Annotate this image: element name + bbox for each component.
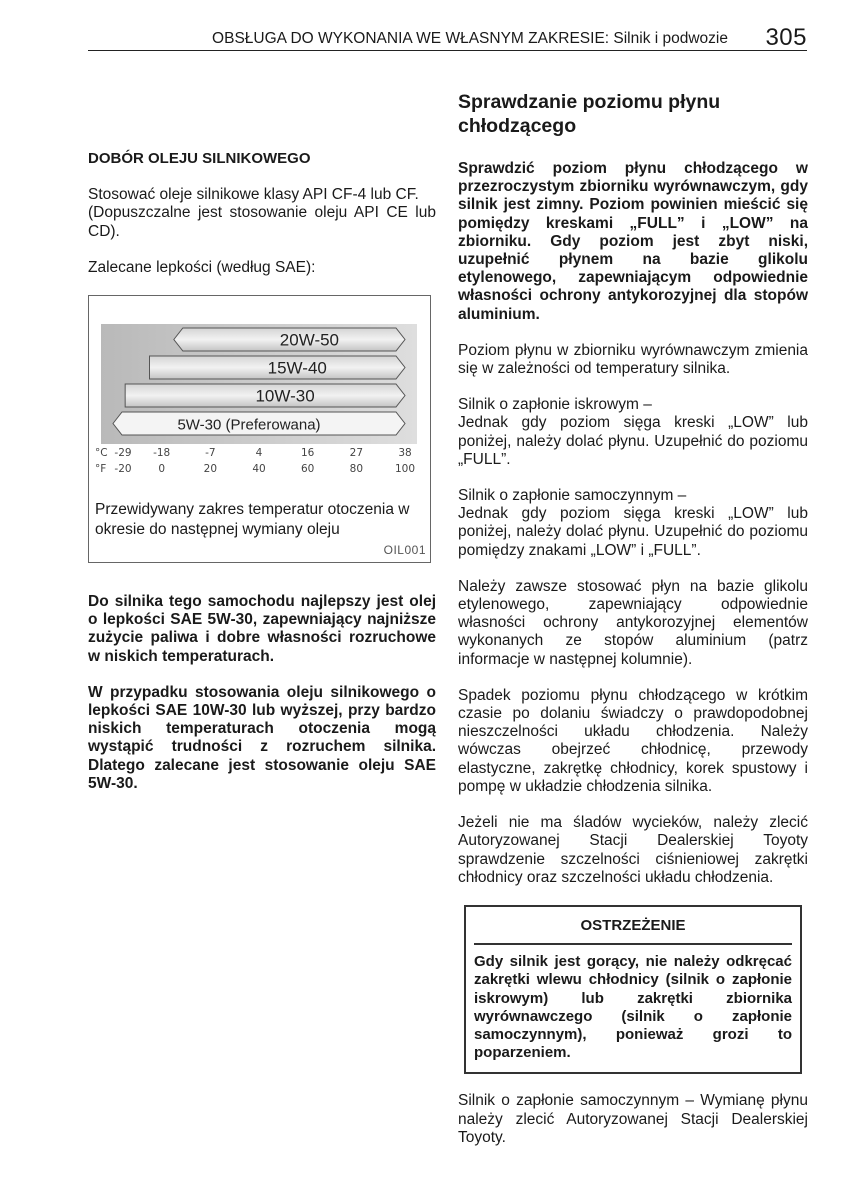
coolant-level-note: Poziom płynu w zbiorniku wyrównawczym zmienia się w zależności od temperatury silnika. bbox=[458, 341, 808, 378]
diesel-note bbox=[458, 487, 808, 560]
coolant-check-instructions: Sprawdzić poziom płynu chłodzącego w przezroczystym zbiorniku wyrównawczym, gdy silnik jest zimny. Poziom powinien mieścić się pomiędzy kreskami „FULL” i „LOW” na zbiorniku. Gdy poziom jest zbyt niski, uzupełnić płynem na bazie glikolu etylenowego, zapewniającym odpowiednie własności ochrony antykorozyjnej dla stopów aluminium. bbox=[458, 160, 808, 323]
oil-recommendation: Do silnika tego samochodu najlepszy jest olej o lepkości SAE 5W-30, zapewniający najniższe zużycie paliwa i dobre własności rozruchowe w niskich temperaturach. bbox=[88, 593, 436, 665]
oil-cold-warning: W przypadku stosowania oleju silnikowego o lepkości SAE 10W-30 lub wyższej, przy bardzo niskich temperaturach otoczenia mogą wystąpić trudności z rozruchem silnika. Dlatego zalecane jest stosowanie oleju SAE 5W-30. bbox=[88, 683, 436, 792]
diesel-label: Silnik o zapłonie samoczynnym – bbox=[458, 487, 687, 505]
section-heading-oil: DOBÓR OLEJU SILNIKOWEGO bbox=[88, 150, 311, 167]
viscosity-bar-label: 20W-50 bbox=[279, 330, 340, 350]
leak-note: Spadek poziomu płynu chłodzącego w krótkim czasie po dolaniu świadczy o prawdopodobnej nieszczelności układu chłodzenia. Należy wówczas obejrzeć chłodnicę, przewody elastyczne, zakrętkę chłodnicy, korek spustowy i pompę w układzie chłodzenia silnika. bbox=[458, 686, 808, 795]
tick-label-c: -7 bbox=[205, 447, 216, 460]
viscosity-chart bbox=[88, 295, 431, 563]
spark-ignition-text: Jednak gdy poziom sięga kreski „LOW” lub poniżej, należy dolać płynu. Uzupełnić do poziomu „FULL”. bbox=[458, 414, 808, 468]
chart-caption: Przewidywany zakres temperatur otoczenia w okresie do następnej wymiany oleju bbox=[95, 501, 410, 539]
tick-label-f: 40 bbox=[252, 463, 266, 476]
tick-label-f: 0 bbox=[158, 463, 166, 476]
diesel-text: Jednak gdy poziom sięga kreski „LOW” lub poniżej, należy dolać płynu. Uzupełnić do poziomu pomiędzy znakami „LOW” i „FULL”. bbox=[458, 505, 808, 559]
spark-ignition-label: Silnik o zapłonie iskrowym – bbox=[458, 396, 652, 414]
tick-label-f: 100 bbox=[394, 463, 416, 476]
section-heading-coolant: Sprawdzanie poziomu płynu chłodzącego bbox=[458, 91, 721, 137]
tick-label-c: 16 bbox=[300, 447, 315, 460]
viscosity-bar-label: 10W-30 bbox=[255, 386, 315, 406]
tick-label-c: -18 bbox=[153, 447, 171, 460]
oil-class-text: Stosować oleje silnikowe klasy API CF-4 lub CF. bbox=[88, 186, 419, 204]
viscosity-bar-label: 5W-30 (Preferowana) bbox=[177, 416, 321, 434]
glycol-note: Należy zawsze stosować płyn na bazie glikolu etylenowego, zapewniający odpowiednie własności ochrony antykorozyjnej elementów wykonanych ze stopów aluminium (patrz informacje w następnej kolumnie). bbox=[458, 577, 808, 668]
axis-unit-f: °F bbox=[95, 463, 107, 476]
tick-label-f: 60 bbox=[300, 463, 315, 476]
viscosity-bar-label: 15W-40 bbox=[267, 358, 327, 378]
oil-alternative-text: (Dopuszczalne jest stosowanie oleju API CE lub CD). bbox=[88, 204, 436, 240]
viscosity-intro: Zalecane lepkości (według SAE): bbox=[88, 258, 316, 276]
page-number: 305 bbox=[765, 24, 807, 51]
tick-label-f: -20 bbox=[114, 463, 132, 476]
figure-code: OIL001 bbox=[383, 542, 426, 557]
warning-title: OSTRZEŻENIE bbox=[474, 907, 792, 945]
tick-label-c: -29 bbox=[114, 447, 132, 460]
running-header: OBSŁUGA DO WYKONANIA WE WŁASNYM ZAKRESIE: Silnik i podwozie bbox=[212, 30, 728, 47]
tick-label-c: 38 bbox=[398, 447, 412, 460]
diesel-replacement-note: Silnik o zapłonie samoczynnym – Wymianę płynu należy zlecić Autoryzowanej Stacji Dealerskiej Toyoty. bbox=[458, 1092, 808, 1146]
tick-label-f: 80 bbox=[349, 463, 364, 476]
warning-box bbox=[464, 905, 802, 1074]
header-rule bbox=[88, 50, 807, 51]
tick-label-c: 27 bbox=[349, 447, 364, 460]
spark-ignition-note bbox=[458, 396, 808, 469]
tick-label-f: 20 bbox=[203, 463, 218, 476]
axis-unit-c: °C bbox=[95, 447, 108, 460]
right-column bbox=[458, 90, 808, 1165]
tick-label-c: 4 bbox=[255, 447, 263, 460]
left-column bbox=[88, 150, 436, 811]
dealer-check-note: Jeżeli nie ma śladów wycieków, należy zlecić Autoryzowanej Stacji Dealerskiej Toyoty sprawdzenie szczelności ciśnieniowej zakrętki chłodnicy oraz szczelności układu chłodzenia. bbox=[458, 814, 808, 886]
warning-body: Gdy silnik jest gorący, nie należy odkręcać zakrętki wlewu chłodnicy (silnik o zapłonie iskrowym) lub zakrętki zbiornika wyrównawczego (silnik o zapłonie samoczynnym), ponieważ grozi to poparzeniem. bbox=[474, 953, 792, 1062]
